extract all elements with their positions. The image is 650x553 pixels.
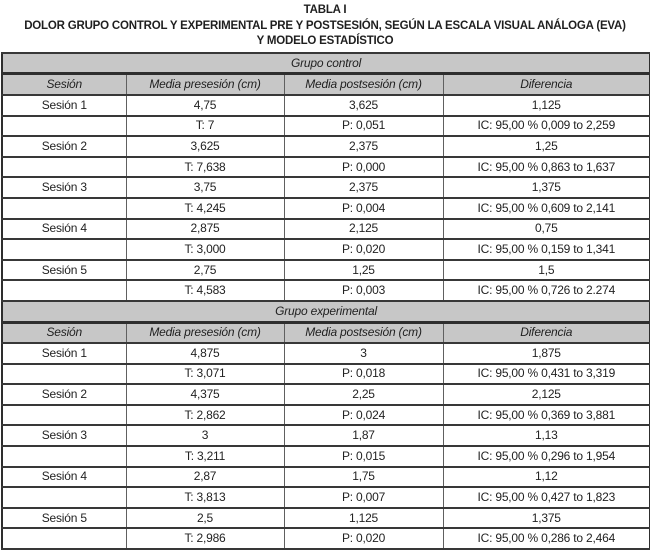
diff-cell: 1,375 (443, 177, 650, 198)
pre-cell: 2,87 (126, 467, 284, 488)
group-header: Grupo experimental (2, 301, 650, 322)
pre-cell: 3,625 (126, 136, 284, 157)
column-header-row (2, 322, 650, 343)
p-cell: P: 0,020 (284, 239, 443, 260)
t-cell: T: 7,638 (126, 157, 284, 178)
table-caption-line1: DOLOR GRUPO CONTROL Y EXPERIMENTAL PRE Y POSTSESIÓN, SEGÚN LA ESCALA VISUAL ANÁLOGA (EVA) (24, 19, 626, 32)
p-cell: P: 0,007 (284, 487, 443, 508)
post-cell: 3,625 (284, 95, 443, 116)
session-cell: Sesión 2 (2, 136, 126, 157)
results-table-body (2, 53, 650, 549)
diff-cell: 1,25 (443, 136, 650, 157)
pre-cell: 4,375 (126, 384, 284, 405)
t-cell: T: 3,000 (126, 239, 284, 260)
stats-row (2, 239, 650, 260)
session-cell: Sesión 3 (2, 425, 126, 446)
session-cell: Sesión 3 (2, 177, 126, 198)
column-header-3: Diferencia (443, 322, 650, 343)
t-cell: T: 2,986 (126, 528, 284, 549)
column-header-1: Media presesión (cm) (126, 322, 284, 343)
pre-cell: 2,875 (126, 219, 284, 240)
t-cell: T: 3,813 (126, 487, 284, 508)
post-cell: 1,87 (284, 425, 443, 446)
table-title (0, 0, 650, 50)
stats-row (2, 405, 650, 426)
pre-cell: 4,875 (126, 343, 284, 364)
ic-cell: IC: 95,00 % 0,427 to 1,823 (443, 487, 650, 508)
empty-cell (2, 446, 126, 467)
t-cell: T: 3,071 (126, 364, 284, 385)
table-caption-line2: Y MODELO ESTADÍSTICO (256, 35, 394, 48)
session-cell: Sesión 4 (2, 219, 126, 240)
pre-cell: 4,75 (126, 95, 284, 116)
session-row (2, 508, 650, 529)
stats-row (2, 157, 650, 178)
t-cell: T: 4,245 (126, 198, 284, 219)
p-cell: P: 0,004 (284, 198, 443, 219)
pre-cell: 3 (126, 425, 284, 446)
group-header: Grupo control (2, 53, 650, 74)
column-header-3: Diferencia (443, 74, 650, 95)
ic-cell: IC: 95,00 % 0,431 to 3,319 (443, 364, 650, 385)
column-header-row (2, 74, 650, 95)
empty-cell (2, 487, 126, 508)
p-cell: P: 0,015 (284, 446, 443, 467)
t-cell: T: 3,211 (126, 446, 284, 467)
session-cell: Sesión 5 (2, 508, 126, 529)
empty-cell (2, 528, 126, 549)
session-row (2, 425, 650, 446)
column-header-2: Media postsesión (cm) (284, 74, 443, 95)
empty-cell (2, 280, 126, 301)
pre-cell: 3,75 (126, 177, 284, 198)
ic-cell: IC: 95,00 % 0,296 to 1,954 (443, 446, 650, 467)
session-row (2, 219, 650, 240)
p-cell: P: 0,003 (284, 280, 443, 301)
pre-cell: 2,5 (126, 508, 284, 529)
ic-cell: IC: 95,00 % 0,609 to 2,141 (443, 198, 650, 219)
session-row (2, 136, 650, 157)
column-header-1: Media presesión (cm) (126, 74, 284, 95)
post-cell: 2,125 (284, 219, 443, 240)
stats-row (2, 528, 650, 549)
empty-cell (2, 239, 126, 260)
post-cell: 3 (284, 343, 443, 364)
session-row (2, 177, 650, 198)
stats-row (2, 364, 650, 385)
diff-cell: 1,125 (443, 95, 650, 116)
session-cell: Sesión 5 (2, 260, 126, 281)
empty-cell (2, 405, 126, 426)
column-header-2: Media postsesión (cm) (284, 322, 443, 343)
diff-cell: 1,5 (443, 260, 650, 281)
stats-row (2, 198, 650, 219)
pre-cell: 2,75 (126, 260, 284, 281)
t-cell: T: 2,862 (126, 405, 284, 426)
t-cell: T: 7 (126, 116, 284, 137)
post-cell: 1,125 (284, 508, 443, 529)
empty-cell (2, 364, 126, 385)
empty-cell (2, 157, 126, 178)
diff-cell: 0,75 (443, 219, 650, 240)
ic-cell: IC: 95,00 % 0,159 to 1,341 (443, 239, 650, 260)
results-table (1, 52, 650, 550)
p-cell: P: 0,024 (284, 405, 443, 426)
p-cell: P: 0,020 (284, 528, 443, 549)
p-cell: P: 0,018 (284, 364, 443, 385)
session-cell: Sesión 1 (2, 95, 126, 116)
stats-row (2, 116, 650, 137)
t-cell: T: 4,583 (126, 280, 284, 301)
session-row (2, 95, 650, 116)
ic-cell: IC: 95,00 % 0,863 to 1,637 (443, 157, 650, 178)
diff-cell: 1,13 (443, 425, 650, 446)
p-cell: P: 0,051 (284, 116, 443, 137)
session-row (2, 467, 650, 488)
stats-row (2, 487, 650, 508)
session-cell: Sesión 2 (2, 384, 126, 405)
empty-cell (2, 198, 126, 219)
diff-cell: 1,12 (443, 467, 650, 488)
post-cell: 2,25 (284, 384, 443, 405)
ic-cell: IC: 95,00 % 0,369 to 3,881 (443, 405, 650, 426)
post-cell: 2,375 (284, 136, 443, 157)
table-number: TABLA I (303, 4, 347, 16)
session-cell: Sesión 4 (2, 467, 126, 488)
stats-row (2, 446, 650, 467)
p-cell: P: 0,000 (284, 157, 443, 178)
session-row (2, 343, 650, 364)
session-row (2, 384, 650, 405)
column-header-0: Sesión (2, 74, 126, 95)
diff-cell: 1,375 (443, 508, 650, 529)
session-row (2, 260, 650, 281)
group-header-row (2, 301, 650, 322)
empty-cell (2, 116, 126, 137)
ic-cell: IC: 95,00 % 0,009 to 2,259 (443, 116, 650, 137)
diff-cell: 1,875 (443, 343, 650, 364)
ic-cell: IC: 95,00 % 0,286 to 2,464 (443, 528, 650, 549)
post-cell: 2,375 (284, 177, 443, 198)
ic-cell: IC: 95,00 % 0,726 to 2.274 (443, 280, 650, 301)
post-cell: 1,25 (284, 260, 443, 281)
post-cell: 1,75 (284, 467, 443, 488)
stats-row (2, 280, 650, 301)
session-cell: Sesión 1 (2, 343, 126, 364)
group-header-row (2, 53, 650, 74)
diff-cell: 2,125 (443, 384, 650, 405)
column-header-0: Sesión (2, 322, 126, 343)
